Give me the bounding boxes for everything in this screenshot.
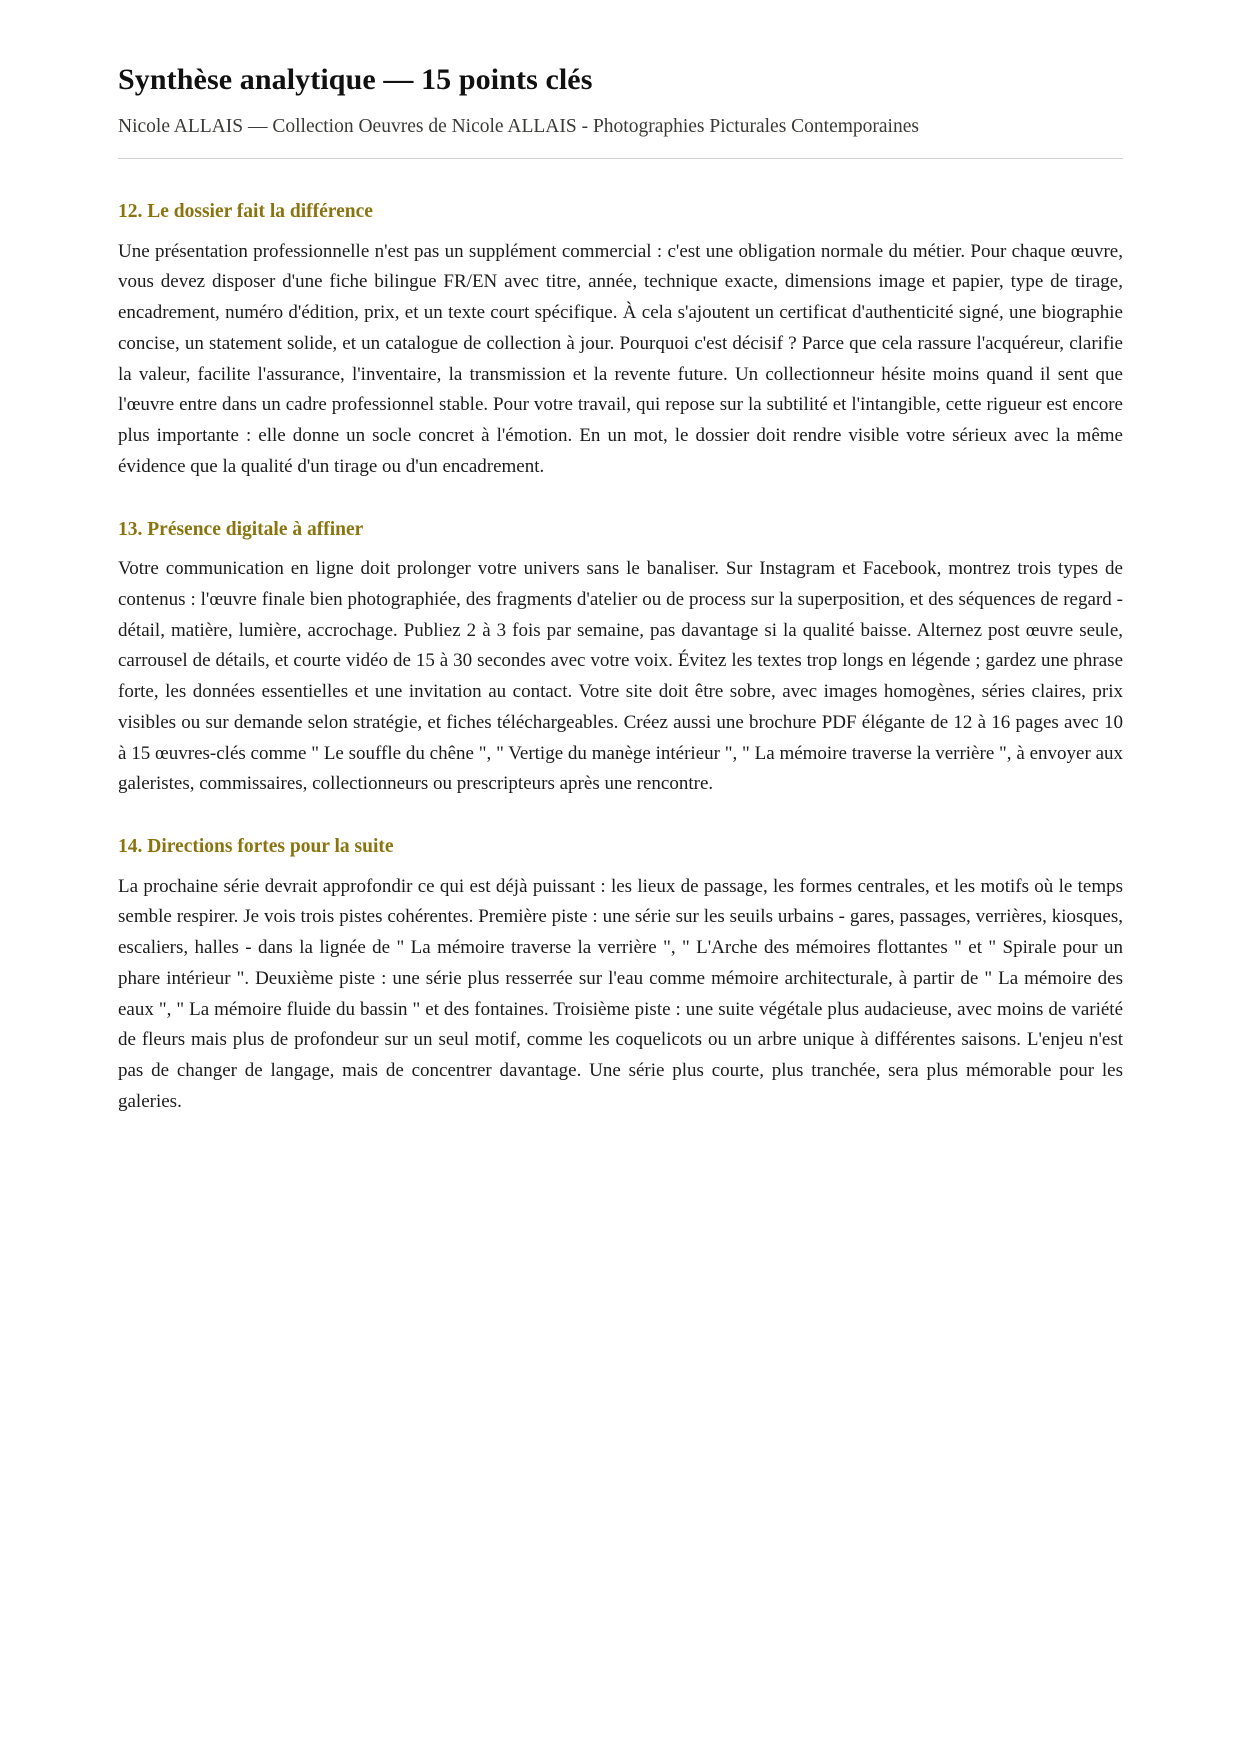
section-13 (118, 517, 1123, 800)
section-12 (118, 199, 1123, 482)
section-heading-12: 12. Le dossier fait la différence (118, 201, 373, 223)
header-divider (118, 158, 1123, 159)
section-heading-14: 14. Directions fortes pour la suite (118, 836, 394, 858)
page-title: Synthèse analytique — 15 points clés (118, 63, 593, 96)
document-subtitle: Nicole ALLAIS — Collection Oeuvres de Nicole ALLAIS - Photographies Picturales Contemporaines (118, 116, 919, 137)
section-body-14: La prochaine série devrait approfondir ce qui est déjà puissant : les lieux de passage, les formes centrales, et les motifs où le temps semble respirer. Je vois trois pistes cohérentes. Première piste : une série sur les seuils urbains - gares, passages, verrières, kiosques, escaliers, halles - dans la lignée de " La mémoire traverse la verrière ", " L'Arche des mémoires flottantes " et " Spirale pour un phare intérieur ". Deuxième piste : une série plus resserrée sur l'eau comme mémoire architecturale, à partir de " La mémoire des eaux ", " La mémoire fluide du bassin " et des fontaines. Troisième piste : une suite végétale plus audacieuse, avec moins de variété de fleurs mais plus de profondeur sur un seul motif, comme les coquelicots ou un arbre unique à différentes saisons. L'enjeu n'est pas de changer de langage, mais de concentrer davantage. Une série plus courte, plus tranchée, sera plus mémorable pour les galeries. (118, 875, 1123, 1112)
section-body-12: Une présentation professionnelle n'est pas un supplément commercial : c'est une obligation normale du métier. Pour chaque œuvre, vous devez disposer d'une fiche bilingue FR/EN avec titre, année, technique exacte, dimensions image et papier, type de tirage, encadrement, numéro d'édition, prix, et un texte court spécifique. À cela s'ajoutent un certificat d'authenticité signé, une biographie concise, un statement solide, et un catalogue de collection à jour. Pourquoi c'est décisif ? Parce que cela rassure l'acquéreur, clarifie la valeur, facilite l'assurance, l'inventaire, la transmission et la revente future. Un collectionneur hésite moins quand il sent que l'œuvre entre dans un cadre professionnel stable. Pour votre travail, qui repose sur la subtilité et l'intangible, cette rigueur est encore plus importante : elle donne un socle concret à l'émotion. En un mot, le dossier doit rendre visible votre sérieux avec la même évidence que la qualité d'un tirage ou d'un encadrement. (118, 240, 1123, 478)
section-heading-13: 13. Présence digitale à affiner (118, 518, 364, 540)
section-body-13: Votre communication en ligne doit prolonger votre univers sans le banaliser. Sur Instagram et Facebook, montrez trois types de contenus : l'œuvre finale bien photographiée, des fragments d'atelier ou de process sur la superposition, et des séquences de regard - détail, matière, lumière, accrochage. Publiez 2 à 3 fois par semaine, pas davantage si la qualité baisse. Alternez post œuvre seule, carrousel de détails, et courte vidéo de 15 à 30 secondes avec votre voix. Évitez les textes trop longs en légende ; gardez une phrase forte, les données essentielles et une invitation au contact. Votre site doit être sobre, avec images homogènes, séries claires, prix visibles ou sur demande selon stratégie, et fiches téléchargeables. Créez aussi une brochure PDF élégante de 12 à 16 pages avec 10 à 15 œuvres-clés comme " Le souffle du chêne ", " Vertige du manège intérieur ", " La mémoire traverse la verrière ", à envoyer aux galeristes, commissaires, collectionneurs ou prescripteurs après une rencontre. (118, 558, 1123, 795)
section-14 (118, 834, 1123, 1117)
